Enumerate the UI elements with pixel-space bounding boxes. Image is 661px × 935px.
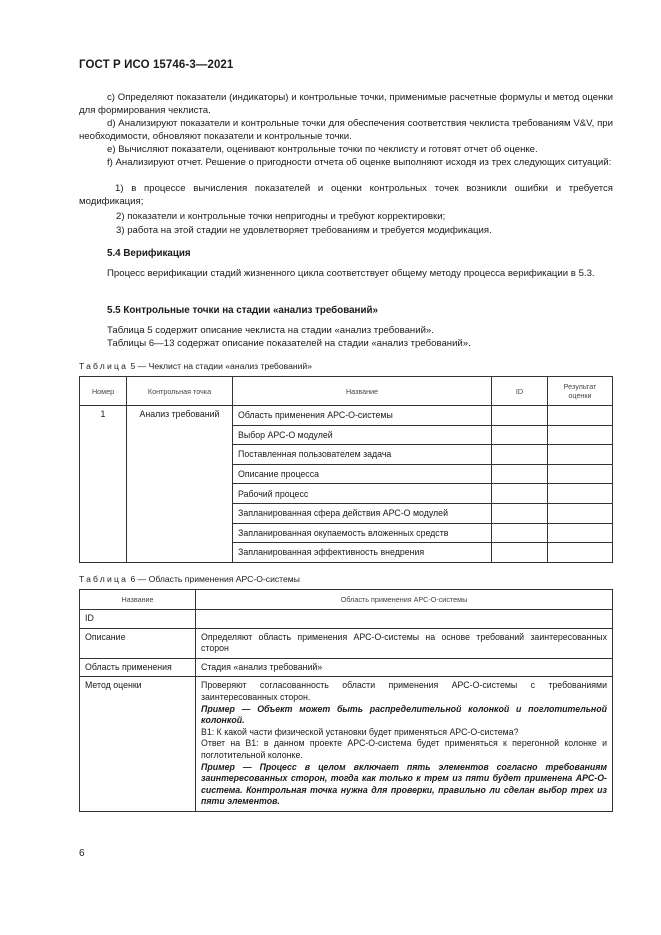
- caption-word: Таблица: [79, 574, 129, 584]
- column-header: Контрольная точка: [127, 377, 233, 406]
- id-cell: [492, 425, 548, 445]
- table-row: [80, 677, 613, 812]
- result-cell: [548, 425, 613, 445]
- caption-word: Таблица: [79, 361, 129, 371]
- result-cell: [548, 445, 613, 465]
- caption-text: 6 — Область применения АРС-О-системы: [130, 574, 300, 584]
- id-cell: [492, 503, 548, 523]
- result-cell: [548, 523, 613, 543]
- standard-header: ГОСТ Р ИСО 15746-3—2021: [79, 59, 234, 71]
- name-cell: Запланированная окупаемость вложенных средств: [233, 523, 492, 543]
- scope-table: [79, 589, 613, 812]
- id-cell: [492, 543, 548, 563]
- page-number: 6: [79, 848, 85, 859]
- row-label: Метод оценки: [80, 677, 196, 812]
- table-header-row: [80, 377, 613, 406]
- result-cell: [548, 503, 613, 523]
- result-cell: [548, 543, 613, 563]
- section-text: Процесс верификации стадий жизненного цикла соответствует общему методу процесса верификации в 5.3.: [107, 268, 595, 279]
- table-row: [80, 406, 613, 426]
- list-item: 2) показатели и контрольные точки непригодны и требуют корректировки;: [116, 211, 446, 222]
- name-cell: Описание процесса: [233, 464, 492, 484]
- section-title: 5.4 Верификация: [107, 248, 191, 259]
- name-cell: Запланированная сфера действия АРС-О модулей: [233, 503, 492, 523]
- id-cell: [492, 406, 548, 426]
- table6-caption: [79, 574, 300, 584]
- row-label: Описание: [80, 628, 196, 658]
- row-label: Область применения: [80, 658, 196, 677]
- question-text: В1: К какой части физической установки будет применяться АРС-О-система?: [201, 726, 519, 737]
- list-item: 3) работа на этой стадии не удовлетворяет требованиям и требуется модификация.: [116, 225, 492, 236]
- column-header: Название: [80, 590, 196, 610]
- table-row: [80, 628, 613, 658]
- id-cell: [492, 445, 548, 465]
- paragraph-f: f) Анализируют отчет. Решение о пригодности отчета об оценке выполняют исходя из трех следующих ситуаций:: [107, 157, 612, 168]
- table5-caption: [79, 361, 312, 371]
- section-title: 5.5 Контрольные точки на стадии «анализ требований»: [107, 305, 378, 316]
- answer-text: Ответ на В1: в данном проекте АРС-О-система будет применяться к перегонной колонке и поглотительной колонке.: [201, 738, 607, 760]
- paragraph-c: c) Определяют показатели (индикаторы) и контрольные точки, применимые расчетные формулы и метод оценки для формирования чеклиста.: [79, 92, 613, 116]
- checklist-table: [79, 376, 613, 563]
- column-header: Номер: [80, 377, 127, 406]
- table-header-row: [80, 590, 613, 610]
- paragraph-e: e) Вычисляют показатели, оценивают контрольные точки по чеклисту и готовят отчет об оценке.: [107, 144, 538, 155]
- row-value: Стадия «анализ требований»: [196, 658, 613, 677]
- name-cell: Выбор АРС-О модулей: [233, 425, 492, 445]
- caption-text: 5 — Чеклист на стадии «анализ требований»: [130, 361, 312, 371]
- name-cell: Запланированная эффективность внедрения: [233, 543, 492, 563]
- column-header: Результат оценки: [548, 377, 613, 406]
- name-cell: Рабочий процесс: [233, 484, 492, 504]
- row-number: 1: [80, 406, 127, 563]
- id-cell: [492, 523, 548, 543]
- column-header: Область применения АРС-О-системы: [196, 590, 613, 610]
- example-text: Пример — Объект может быть распределительной колонкой и поглотительной колонкой.: [201, 703, 607, 726]
- row-value: Определяют область применения АРС-О-системы на основе требований заинтересованных сторон: [196, 628, 613, 658]
- id-cell: [492, 484, 548, 504]
- list-item: 1) в процессе вычисления показателей и оценки контрольных точек возникли ошибки и требуется модификация;: [79, 183, 613, 207]
- result-cell: [548, 484, 613, 504]
- checkpoint-cell: Анализ требований: [127, 406, 233, 563]
- id-cell: [492, 464, 548, 484]
- paragraph-d: d) Анализируют показатели и контрольные точки для обеспечения соответствия чеклиста требованиям V&V, при необходимости, обновляют показатели и контрольные точки.: [79, 118, 613, 142]
- row-value: [196, 677, 613, 812]
- row-value: [196, 610, 613, 629]
- name-cell: Поставленная пользователем задача: [233, 445, 492, 465]
- table-row: [80, 610, 613, 629]
- method-text: Проверяют согласованность области применения АРС-О-системы с требованиями заинтересованных сторон.: [201, 680, 607, 702]
- example-text: Пример — Процесс в целом включает пять элементов согласно требованиям заинтересованных сторон, тогда как только к трем из пяти будет применена АРС-О-система. Контрольная точка нужна для проверки, правильно ли сделан выбор трех из пяти элементов.: [201, 761, 607, 807]
- table-row: [80, 658, 613, 677]
- name-cell: Область применения АРС-О-системы: [233, 406, 492, 426]
- column-header: Название: [233, 377, 492, 406]
- column-header: ID: [492, 377, 548, 406]
- section-text: Таблицы 6—13 содержат описание показателей на стадии «анализ требований».: [107, 338, 471, 349]
- result-cell: [548, 406, 613, 426]
- section-text: Таблица 5 содержит описание чеклиста на стадии «анализ требований».: [107, 325, 434, 336]
- result-cell: [548, 464, 613, 484]
- row-label: ID: [80, 610, 196, 629]
